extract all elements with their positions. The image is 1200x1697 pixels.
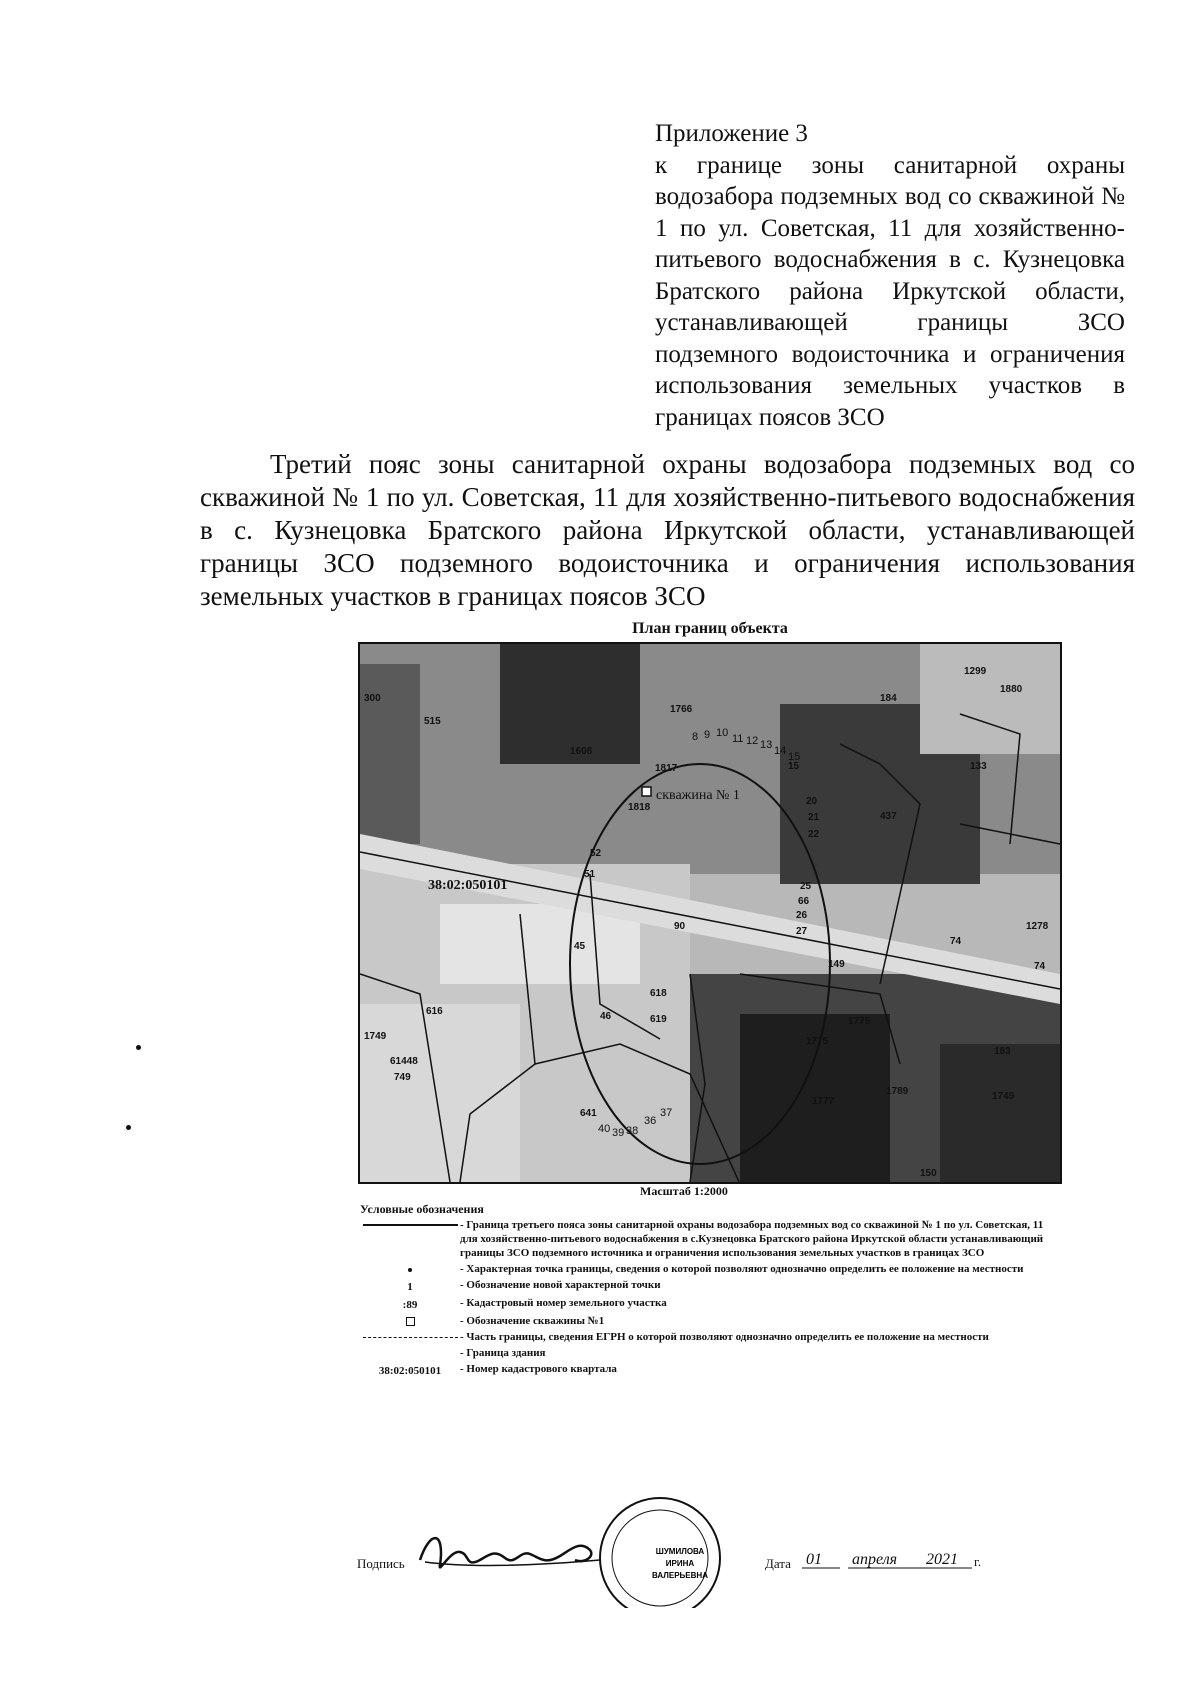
parcel-label: 52 <box>590 848 602 859</box>
point-label: 9 <box>704 729 711 741</box>
legend-item: :89 - Кадастровый номер земельного участка <box>402 1297 667 1311</box>
parcel-label: 90 <box>674 921 686 932</box>
parcel-label: 300 <box>364 693 381 704</box>
point-label: 12 <box>746 735 759 747</box>
map-scale: Масштаб 1:2000 <box>640 1184 728 1198</box>
parcel-label: 27 <box>796 926 808 937</box>
parcel-label: 616 <box>426 1006 443 1017</box>
point-label: 10 <box>716 727 729 739</box>
parcel-label: 149 <box>828 959 845 970</box>
stamp-line: ВАЛЕРЬЕВНА <box>652 1571 708 1580</box>
appendix-body: к границе зоны санитарной охраны водозабора подземных вод со скважиной № 1 по ул. Советская, 11 для хозяйственно-питьевого водоснабжения в с. Кузнецовка Братского района Иркутской области, устанавливающей границы ЗСО подземного водоисточника и ограничения использования земельных участков в границах поясов ЗСО <box>655 151 1125 431</box>
parcel-label: 749 <box>394 1072 411 1083</box>
parcel-label: 1766 <box>670 704 693 715</box>
map-canvas <box>360 644 1060 1182</box>
legend <box>360 1218 1060 1380</box>
parcel-label: 74 <box>1034 961 1046 972</box>
quarter-number-symbol: 38:02:050101 <box>378 1365 442 1377</box>
parcel-label: 1775 <box>806 1036 829 1047</box>
date-suffix: г. <box>974 1554 982 1569</box>
parcel-label: 20 <box>806 796 818 807</box>
legend-title: Условные обозначения <box>360 1202 484 1216</box>
point-label: 38 <box>626 1125 639 1137</box>
egrn-boundary-symbol <box>363 1337 458 1338</box>
appendix-block <box>655 118 1125 433</box>
cadastral-map <box>358 642 1062 1184</box>
document-heading: Третий пояс зоны санитарной охраны водозабора подземных вод со скважиной № 1 по ул. Советская, 11 для хозяйственно-питьевого водоснабжения в с. Кузнецовка Братского района Иркутской области, устанавливающей границы ЗСО подземного водоисточника и ограничения использования земельных участков в границах поясов ЗСО <box>200 449 1135 611</box>
parcel-label: 618 <box>650 988 667 999</box>
point-label: 14 <box>774 745 787 757</box>
parcel-label: 66 <box>798 896 810 907</box>
point-label: 39 <box>612 1127 625 1139</box>
parcel-label: 25 <box>800 881 812 892</box>
new-point-symbol: 1 <box>407 1281 413 1293</box>
parcel-label: 61448 <box>390 1056 418 1067</box>
well-label: скважина № 1 <box>656 788 740 803</box>
parcel-label: 1299 <box>964 666 987 677</box>
legend-item: - Граница здания <box>460 1347 546 1359</box>
parcel-label: 1775 <box>848 1016 871 1027</box>
zone-line-symbol <box>363 1224 458 1226</box>
parcel-label: 21 <box>808 812 820 823</box>
signature-label: Подпись <box>357 1556 405 1571</box>
parcel-label: 1789 <box>886 1086 909 1097</box>
stray-dot <box>126 1125 131 1130</box>
legend-item: - Характерная точка границы, сведения о которой позволяют однозначно определить ее положение на местности <box>360 1262 1060 1276</box>
handwritten-date <box>800 1540 1020 1580</box>
point-dot-symbol <box>408 1268 412 1272</box>
parcel-label: 515 <box>424 716 441 727</box>
parcel-label: 1777 <box>812 1096 835 1107</box>
appendix-title: Приложение 3 <box>655 120 808 147</box>
legend-item: 38:02:050101 - Номер кадастрового квартала <box>378 1363 617 1377</box>
parcel-label: 1278 <box>1026 921 1049 932</box>
point-label: 37 <box>660 1107 673 1119</box>
point-label: 8 <box>692 731 699 743</box>
stamp-line: ШУМИЛОВА <box>655 1547 705 1556</box>
legend-item: - Обозначение скважины №1 <box>360 1314 1060 1328</box>
parcel-label: 184 <box>880 693 897 704</box>
parcel-label: 1818 <box>628 802 651 813</box>
parcel-label: 46 <box>600 1011 612 1022</box>
parcel-label: 45 <box>574 941 586 952</box>
parcel-label: 15 <box>788 761 800 772</box>
point-label: 15 <box>788 751 801 763</box>
date-day: 01 <box>806 1551 822 1568</box>
well-square-icon <box>406 1317 415 1326</box>
parcel-label: 1817 <box>655 763 678 774</box>
point-label: 36 <box>644 1115 657 1127</box>
parcel-label: 22 <box>808 829 820 840</box>
legend-item: - Граница третьего пояса зоны санитарной охраны водозабора подземных вод со скважиной № 1 по ул. Советская, 11 для хозяйственно-питьевого водоснабжения в с.Кузнецовка Братского района Иркутской области устанавливающий границы ЗСО подземного источника и ограничения использования земельных участков в границах ЗСО <box>360 1218 1060 1260</box>
stray-dot <box>136 1045 141 1050</box>
parcel-label: 26 <box>796 910 808 921</box>
parcel-label: 1880 <box>1000 684 1023 695</box>
parcel-label: 619 <box>650 1014 667 1025</box>
parcel-label: 51 <box>584 869 596 880</box>
parcel-label: 437 <box>880 811 897 822</box>
seal-stamp <box>580 1488 740 1608</box>
parcel-label: 1608 <box>570 746 593 757</box>
stamp-line: ИРИНА <box>665 1559 695 1568</box>
parcel-number-symbol: :89 <box>402 1299 418 1311</box>
legend-item: - Часть границы, сведения ЕГРН о которой позволяют однозначно определить ее положение на местности <box>360 1330 1060 1344</box>
parcel-label: 74 <box>950 936 962 947</box>
parcel-label: 641 <box>580 1108 597 1119</box>
date-month: апреля <box>852 1551 898 1568</box>
point-label: 13 <box>760 739 773 751</box>
point-label: 11 <box>732 733 744 745</box>
date-label: Дата <box>765 1556 791 1571</box>
parcel-label: 150 <box>920 1168 937 1179</box>
legend-item: 1 - Обозначение новой характерной точки <box>407 1279 661 1293</box>
parcel-label: 133 <box>970 761 987 772</box>
point-label: 40 <box>598 1123 611 1135</box>
date-year: 2021 <box>926 1551 958 1568</box>
well-marker <box>642 787 651 796</box>
parcel-label: 183 <box>994 1046 1011 1057</box>
parcel-label: 1749 <box>992 1091 1015 1102</box>
quarter-label: 38:02:050101 <box>428 878 508 893</box>
plan-title: План границ объекта <box>632 620 788 637</box>
parcel-label: 1749 <box>364 1031 387 1042</box>
